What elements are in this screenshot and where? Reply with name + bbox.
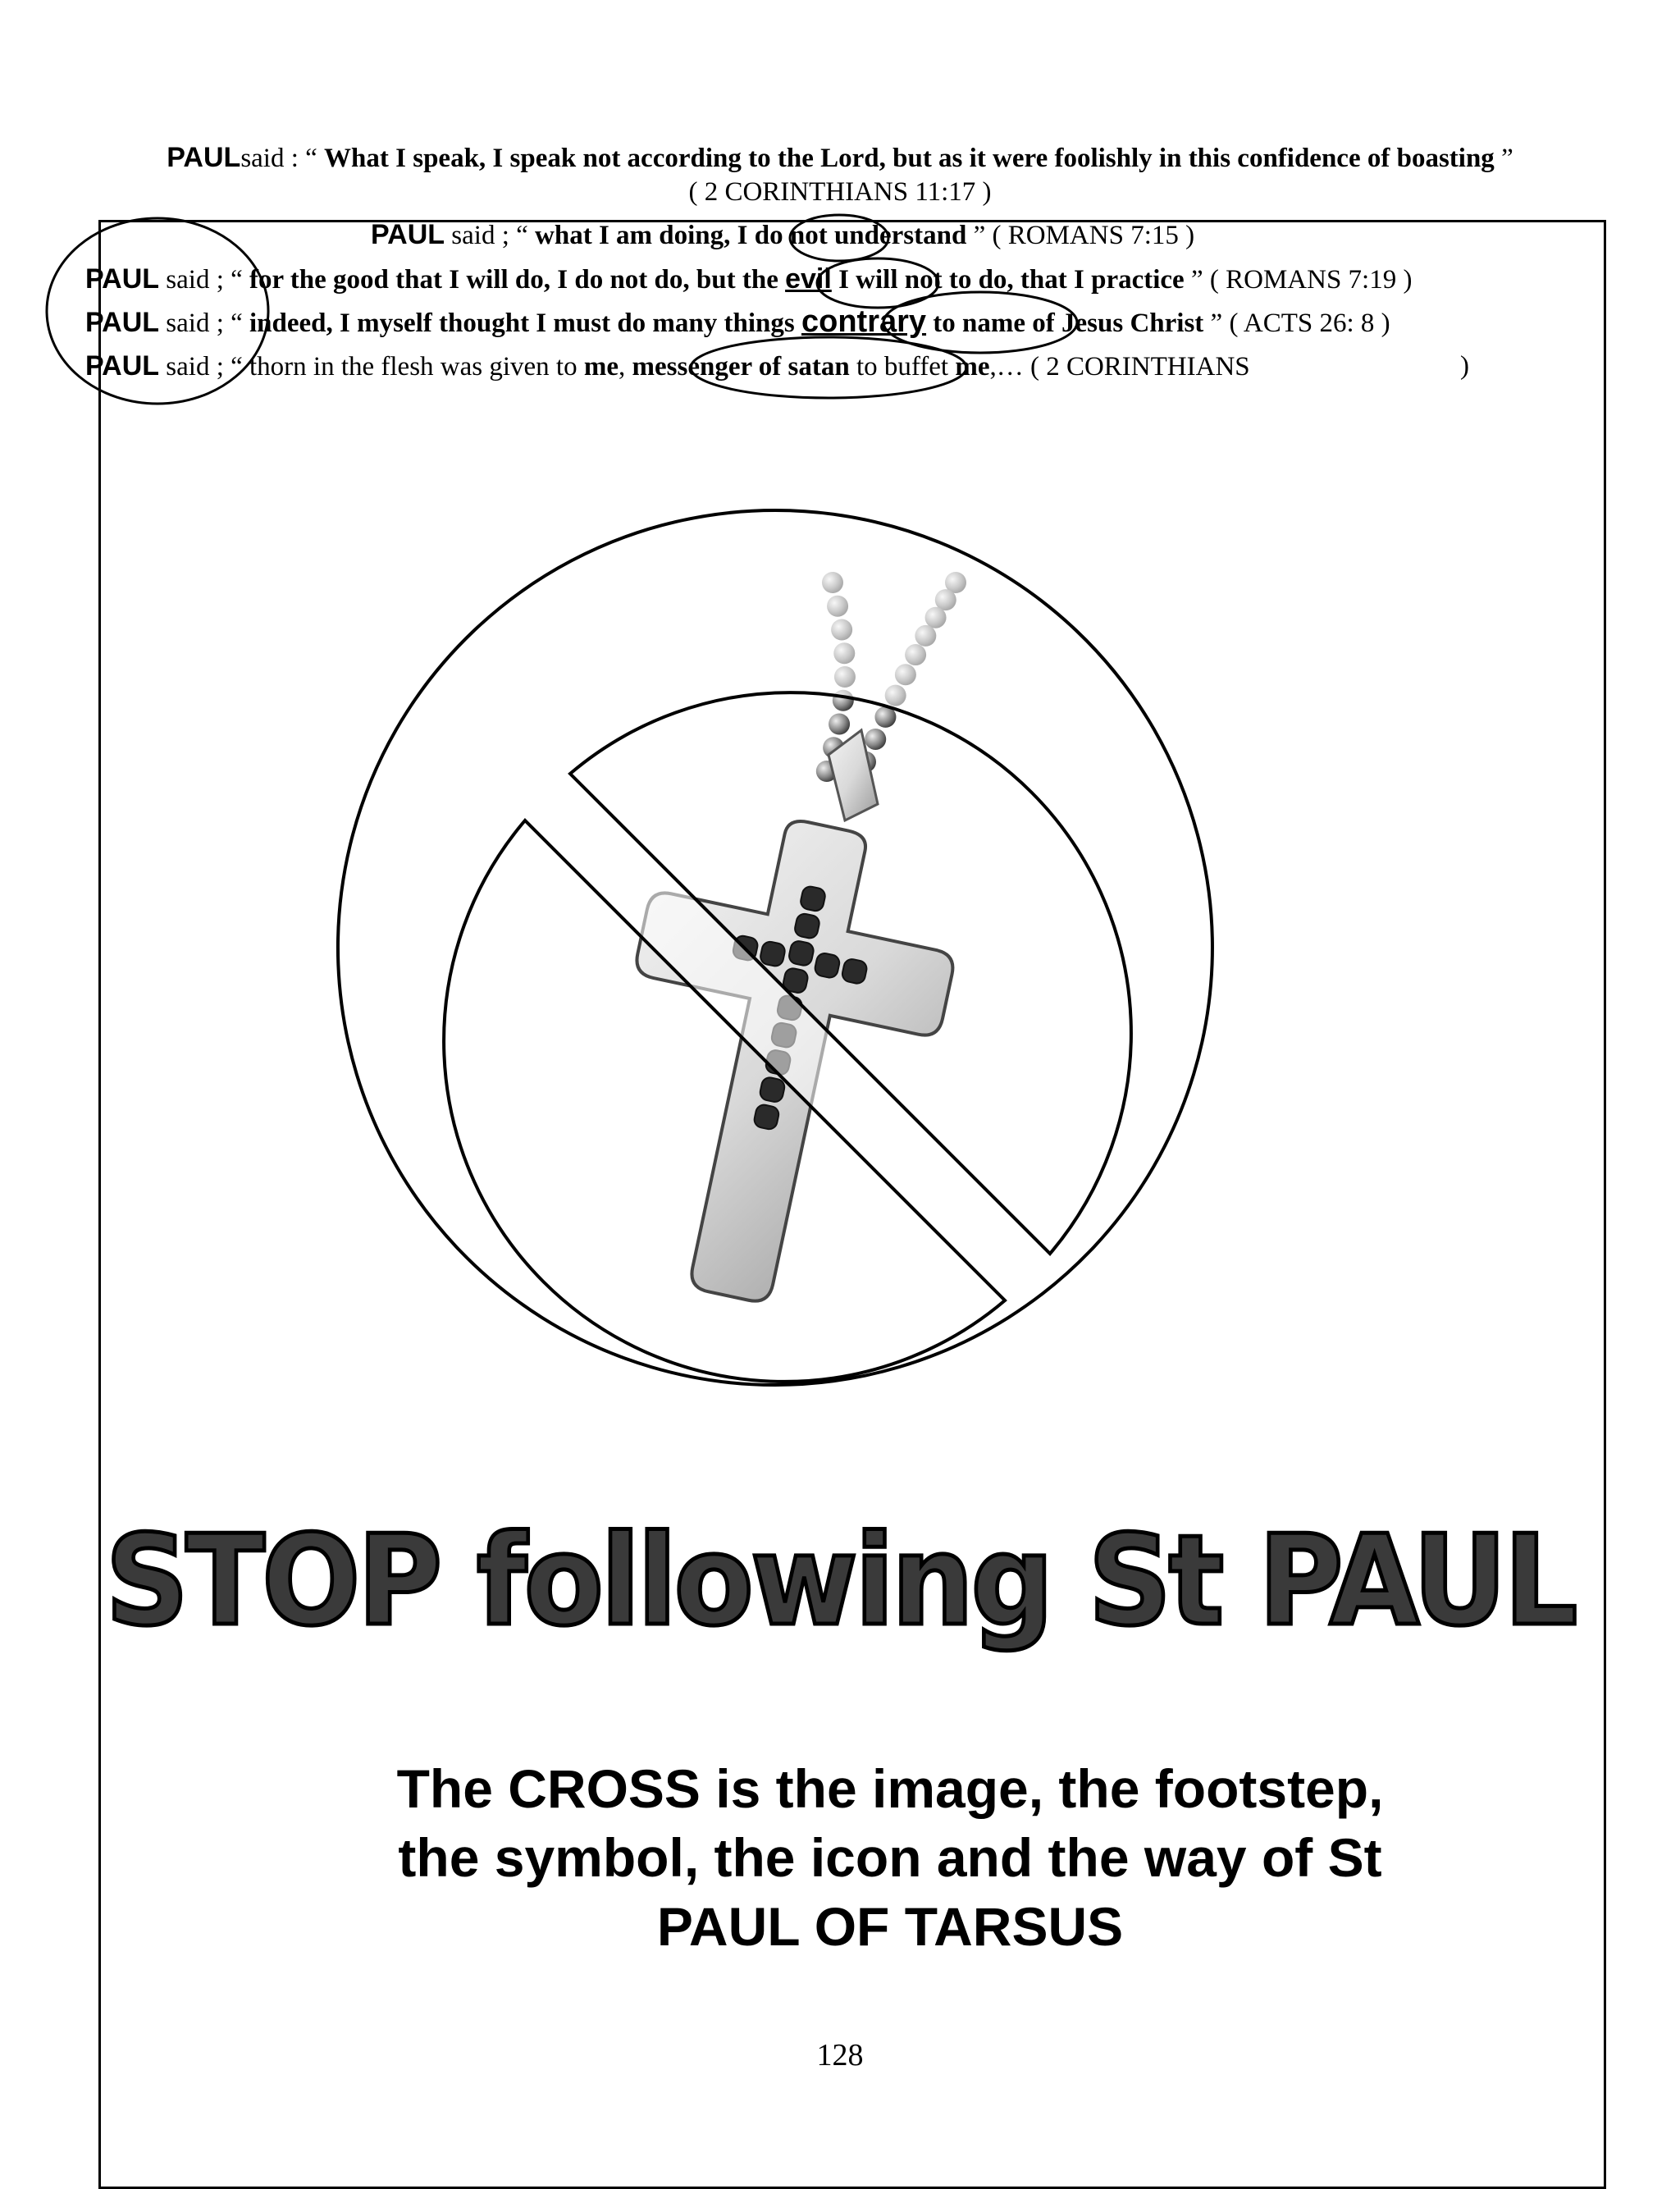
quote-text: to name of Jesus Christ [926,308,1204,338]
quote-text: indeed, I myself thought I must do many things [249,308,801,338]
quote-reference-end: ) [1460,351,1469,381]
quote-close: ” [1203,308,1230,338]
cross-gem [759,940,786,967]
subtitle-line-2: the symbol, the icon and the way of St [398,1827,1382,1888]
said-label: said ; “ [159,308,250,338]
chain-bead [829,714,850,735]
circled-phrase: evil [785,263,832,295]
subtitle-line-1: The CROSS is the image, the footstep, [396,1758,1384,1819]
quote-text: me [955,352,990,382]
cross-gem [799,885,826,912]
quote-close: ” [1184,265,1210,295]
i-do-not-circle [790,215,888,261]
circled-phrase: contrary [801,304,927,339]
quote-text: , [619,352,632,382]
quote-text: understand [827,221,967,250]
subtitle [0,1754,1680,1961]
said-label: said ; “ [445,221,536,250]
speaker-name: PAUL [167,142,241,173]
paul-circle [47,218,268,404]
quote-reference: ( ROMANS 7:19 ) [1209,265,1413,295]
evil-circle [817,258,938,308]
speaker-name: PAUL [85,263,160,295]
cross-gem [788,939,815,967]
quote-reference: ( ACTS 26: 8 ) [1229,308,1390,338]
quote-close: ” [1494,144,1513,173]
annotation-circles [0,0,1680,427]
quote-close: ” [966,221,993,250]
headline: STOP following St PAUL [105,1508,1575,1653]
speaker-name: PAUL [85,307,160,338]
messenger-circle [691,337,966,398]
quote-text: me [583,352,619,382]
quote-reference: ,… ( 2 CORINTHIANS [989,352,1250,382]
subtitle-line-3: PAUL OF TARSUS [656,1896,1124,1957]
cross-gem [841,957,868,985]
no-cross-illustration [320,492,1230,1403]
speaker-name: PAUL [371,219,445,250]
speaker-name: PAUL [85,350,160,382]
quote-text: what I am doing, [535,221,737,250]
chain-bead [865,729,886,750]
page-number: 128 [816,2038,864,2072]
cross-gem [759,1076,786,1104]
said-label: said ; “ [159,265,250,295]
circled-phrase: messenger of satan [632,352,850,382]
said-label: said : “ [240,144,325,173]
quote-text: What I speak, I speak not according to the Lord, but as it were foolishly in this confidence of boasting [324,144,1495,173]
cross-gem [753,1104,780,1131]
quote-reference: ( ROMANS 7:15 ) [992,221,1195,250]
quote-text: for the good that I will do, I do not do, but the [249,265,786,295]
circled-phrase: I do not [737,221,828,250]
cross-gem [793,912,820,939]
quote-text: to buffet [849,352,956,382]
said-label: said ; “ thorn in the flesh was given to [159,352,584,382]
cross-gem [814,952,841,979]
quote-text: I will not to do, that I practice [831,265,1185,295]
quote-reference-1: ( 2 CORINTHIANS 11:17 ) [688,177,992,207]
